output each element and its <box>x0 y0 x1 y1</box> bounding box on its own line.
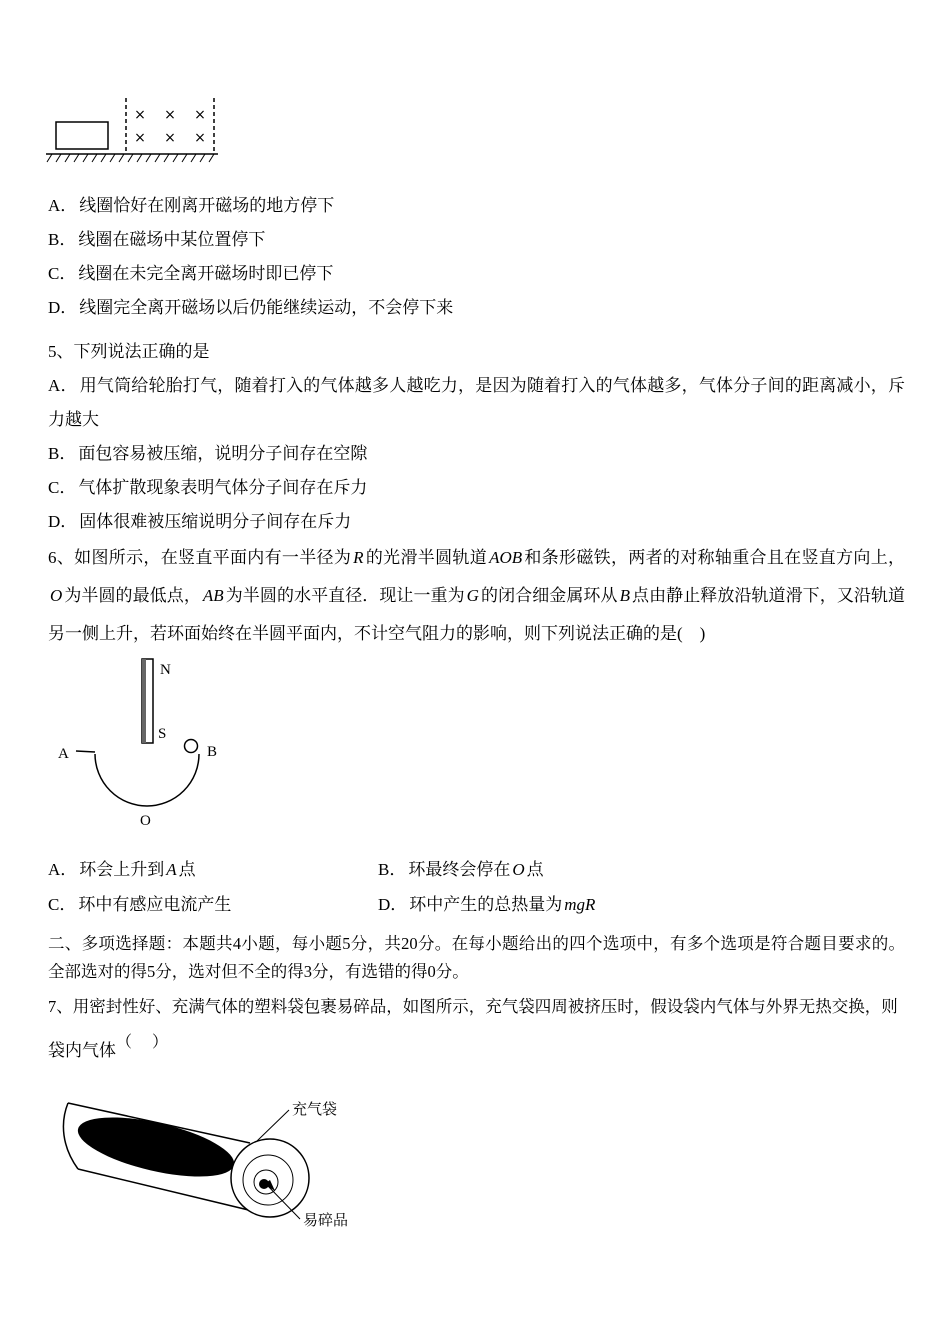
answer-blank-parens: （ ） <box>116 1034 171 1051</box>
field-cross-icon: × <box>134 130 146 146</box>
item-label: 易碎品 <box>303 1213 349 1229</box>
section-2-instructions: 二、多项选择题：本题共4小题，每小题5分，共20分。在每小题给出的四个选项中，有多个选项是符合题目要求的。全部选对的得5分，选对但不全的得3分，有选错的得0分。 <box>48 934 905 981</box>
point-a-label: A <box>58 746 69 762</box>
option-label: A． <box>48 376 78 395</box>
option-text: 线圈完全离开磁场以后仍能继续运动，不会停下来 <box>79 298 454 317</box>
q5-option-a <box>48 369 905 437</box>
option-label: C． <box>48 264 77 283</box>
q6-option-b <box>378 852 905 887</box>
q4-option-d <box>48 291 905 325</box>
option-text: 固体很难被压缩说明分子间存在斥力 <box>79 512 352 531</box>
q7-stem: 7、用密封性好、充满气体的塑料袋包裹易碎品，如图所示，充气袋四周被挤压时，假设袋内气体与外界无热交换，则 <box>48 997 898 1016</box>
option-text: 环最终会停在 O 点 <box>408 860 544 879</box>
option-label: B． <box>378 860 407 879</box>
option-label: D． <box>48 512 78 531</box>
q6-stem: 6、如图所示，在竖直平面内有一半径为 R 的光滑半圆轨道 AOB 和条形磁铁，两者的对称轴重合且在竖直方向上，O 为半圆的最低点， AB 为半圆的水平直径．现让一重为 G 的闭合细金属环从 B 点由静止释放沿轨道滑下，又沿轨道另一侧上升，若环面始终在半圆平面内，不计空气阻力的影响，则下列说法正确的是( ) <box>48 548 906 643</box>
option-label: D． <box>48 298 78 317</box>
magnet-n-label: N <box>160 662 171 678</box>
airbag-diagram <box>54 1083 374 1235</box>
field-cross-icon: × <box>164 107 176 123</box>
ground-hatching <box>47 154 214 162</box>
q6-options <box>48 852 905 922</box>
q7-stem2-text: 袋内气体 <box>48 1041 116 1060</box>
field-cross-icon: × <box>164 130 176 146</box>
q4-options <box>48 189 905 325</box>
q5-option-b <box>48 437 905 471</box>
q5-options <box>48 369 905 539</box>
option-text: 线圈在磁场中某位置停下 <box>78 230 266 249</box>
option-label: B． <box>48 444 77 463</box>
q5-stem: 5、下列说法正确的是 <box>48 342 210 361</box>
magnet-semicircle-diagram <box>52 657 264 837</box>
q6-option-d <box>378 887 905 922</box>
q6-option-c <box>48 887 378 922</box>
q4-option-b <box>48 223 905 257</box>
point-o-label: O <box>140 813 151 829</box>
field-cross-icon: × <box>194 107 206 123</box>
option-label: A． <box>48 196 78 215</box>
option-label: C． <box>48 895 77 914</box>
wrapped-item-silhouette <box>73 1106 240 1189</box>
option-label: B． <box>48 230 77 249</box>
option-text: 线圈恰好在刚离开磁场的地方停下 <box>79 196 335 215</box>
semicircle-track <box>95 754 199 806</box>
option-label: A． <box>48 860 78 879</box>
track-left-edge <box>76 751 95 752</box>
option-text: 面包容易被压缩，说明分子间存在空隙 <box>78 444 368 463</box>
q6-option-a <box>48 852 378 887</box>
q4-option-c <box>48 257 905 291</box>
coil-field-diagram <box>46 92 224 166</box>
option-text: 环中有感应电流产生 <box>78 895 232 914</box>
bar-magnet-shading <box>142 659 146 743</box>
cylinder-left-end <box>63 1103 78 1169</box>
point-b-label: B <box>207 744 218 760</box>
option-text: 气体扩散现象表明气体分子间存在斥力 <box>78 478 368 497</box>
q4-option-a <box>48 189 905 223</box>
option-text: 用气筒给轮胎打气，随着打入的气体越多人越吃力，是因为随着打入的气体越多，气体分子间的距离减小，斥力越大 <box>48 376 906 429</box>
figure-magnet-semicircle <box>52 657 905 842</box>
bag-leader-line <box>257 1110 289 1141</box>
field-cross-icon: × <box>194 130 206 146</box>
option-label: C． <box>48 478 77 497</box>
metal-ring <box>185 740 198 753</box>
option-label: D． <box>378 895 408 914</box>
magnet-s-label: S <box>158 726 167 742</box>
option-text: 环中产生的总热量为 mgR <box>409 895 596 914</box>
q5-option-d <box>48 505 905 539</box>
figure-airbag-cylinder <box>54 1083 905 1240</box>
field-cross-icon: × <box>134 107 146 123</box>
bag-label: 充气袋 <box>292 1102 338 1118</box>
figure-coil-field <box>46 92 905 171</box>
option-text: 线圈在未完全离开磁场时即已停下 <box>78 264 334 283</box>
q7-stem-line2 <box>48 1036 905 1067</box>
option-text: 环会上升到 A 点 <box>79 860 196 879</box>
coil-rect <box>56 122 108 149</box>
q5-option-c <box>48 471 905 505</box>
